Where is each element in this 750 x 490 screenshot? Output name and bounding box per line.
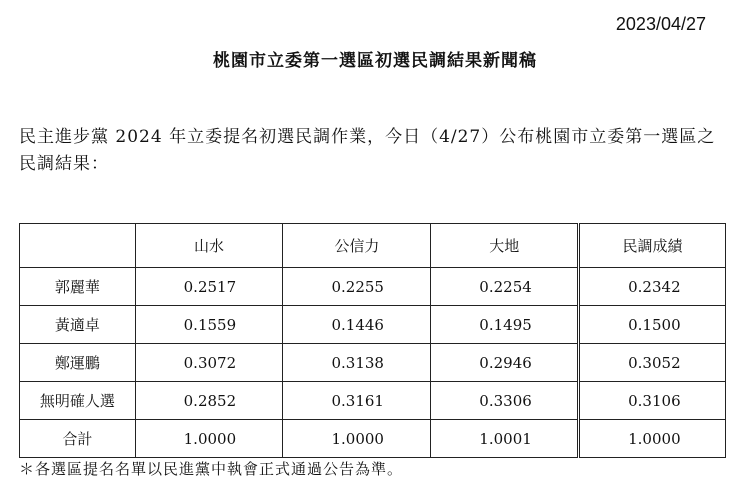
cell-value: 0.2255 [283, 268, 431, 306]
intro-paragraph: 民主進步黨 2024 年立委提名初選民調作業，今日（4/27）公布桃園市立委第一選區之民調結果： [19, 127, 716, 174]
header-gongxinli: 公信力 [283, 224, 431, 268]
table-header-row [20, 224, 726, 268]
header-poll-score: 民調成績 [579, 224, 726, 268]
header-dadi: 大地 [431, 224, 579, 268]
table-row [20, 306, 726, 344]
poll-results-table [19, 223, 726, 458]
cell-value: 0.3072 [135, 344, 283, 382]
cell-score: 0.3106 [579, 382, 726, 420]
table-row [20, 344, 726, 382]
cell-value: 0.3138 [283, 344, 431, 382]
row-label: 郭麗華 [20, 268, 136, 306]
cell-value: 1.0001 [431, 420, 579, 458]
table-row [20, 382, 726, 420]
cell-value: 0.2254 [431, 268, 579, 306]
header-shanshui: 山水 [135, 224, 283, 268]
cell-value: 0.2517 [135, 268, 283, 306]
row-label: 合計 [20, 420, 136, 458]
table-total-row [20, 420, 726, 458]
cell-value: 0.2852 [135, 382, 283, 420]
header-blank [20, 224, 136, 268]
release-date: 2023/04/27 [615, 14, 706, 34]
cell-score: 0.3052 [579, 344, 726, 382]
row-label: 黃適卓 [20, 306, 136, 344]
page-title: 桃園市立委第一選區初選民調結果新聞稿 [213, 51, 537, 71]
row-label: 無明確人選 [20, 382, 136, 420]
cell-score: 1.0000 [579, 420, 726, 458]
cell-value: 0.3161 [283, 382, 431, 420]
cell-value: 0.2946 [431, 344, 579, 382]
cell-value: 0.1495 [431, 306, 579, 344]
row-label: 鄭運鵬 [20, 344, 136, 382]
cell-score: 0.1500 [579, 306, 726, 344]
cell-value: 0.1559 [135, 306, 283, 344]
cell-value: 0.1446 [283, 306, 431, 344]
cell-value: 1.0000 [135, 420, 283, 458]
table-row [20, 268, 726, 306]
cell-value: 0.3306 [431, 382, 579, 420]
footnote: ＊各選區提名名單以民進黨中執會正式通過公告為準。 [19, 460, 404, 478]
cell-score: 0.2342 [579, 268, 726, 306]
cell-value: 1.0000 [283, 420, 431, 458]
